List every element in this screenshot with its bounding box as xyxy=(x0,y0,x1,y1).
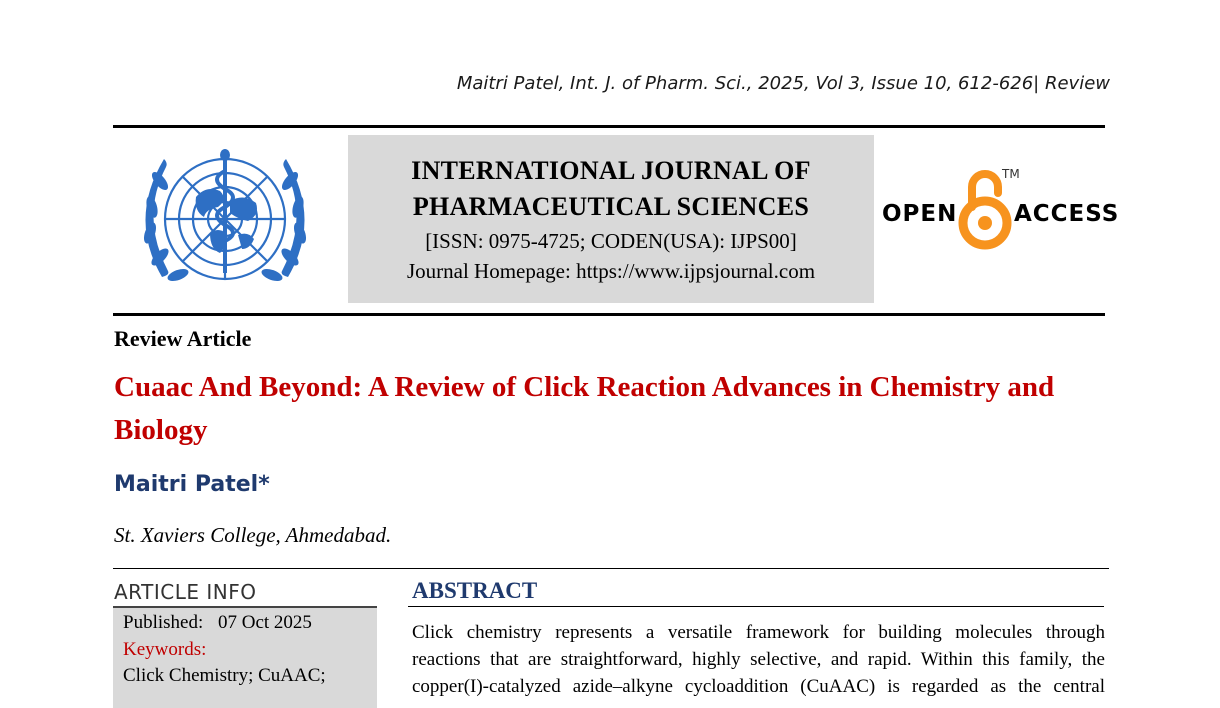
journal-title xyxy=(348,153,874,225)
article-type: Review Article xyxy=(114,326,252,351)
published-date: 07 Oct 2025 xyxy=(217,612,312,633)
journal-masthead xyxy=(348,135,874,303)
header-top-rule xyxy=(113,125,1105,128)
article-info-heading: ARTICLE INFO xyxy=(114,580,257,604)
abstract-line: Click chemistry represents a versatile framework for building molecules through xyxy=(412,622,1105,643)
abstract-heading: ABSTRACT xyxy=(412,578,538,603)
journal-homepage: Journal Homepage: https://www.ijpsjournal.com xyxy=(406,259,816,283)
abstract-line: copper(I)-catalyzed azide–alkyne cycloaddition (CuAAC) is regarded as the central xyxy=(412,676,1105,697)
journal-issn: [ISSN: 0975-4725; CODEN(USA): IJPS00] xyxy=(425,229,797,253)
author-name[interactable]: Maitri Patel* xyxy=(114,472,270,497)
header-bottom-rule xyxy=(113,313,1105,316)
keywords-label: Keywords: xyxy=(123,639,207,660)
open-access-word1: OPEN xyxy=(882,201,958,227)
abstract-rule xyxy=(408,606,1104,607)
author-affiliation: St. Xaviers College, Ahmedabad. xyxy=(114,523,392,547)
abstract-line: reactions that are straightforward, highly selective, and rapid. Within this family, the xyxy=(412,649,1105,670)
published-row xyxy=(123,612,312,634)
open-access-word2: ACCESS xyxy=(1014,201,1120,227)
open-access-logo xyxy=(880,165,1120,255)
published-label: Published: xyxy=(123,612,204,633)
article-info-box xyxy=(113,608,377,708)
journal-title-line2: PHARMACEUTICAL SCIENCES xyxy=(412,192,810,221)
section-divider xyxy=(113,568,1109,569)
who-emblem-icon xyxy=(126,137,324,305)
keywords-list: Click Chemistry; CuAAC; xyxy=(123,665,326,686)
article-title: Cuaac And Beyond: A Review of Click Reaction Advances in Chemistry and Biology xyxy=(114,371,1055,446)
abstract-text xyxy=(412,619,1105,700)
running-head: Maitri Patel, Int. J. of Pharm. Sci., 2025, Vol 3, Issue 10, 612-626| Review xyxy=(456,73,1110,94)
journal-title-line1: INTERNATIONAL JOURNAL OF xyxy=(411,156,811,185)
trademark-mark: TM xyxy=(1002,167,1020,181)
